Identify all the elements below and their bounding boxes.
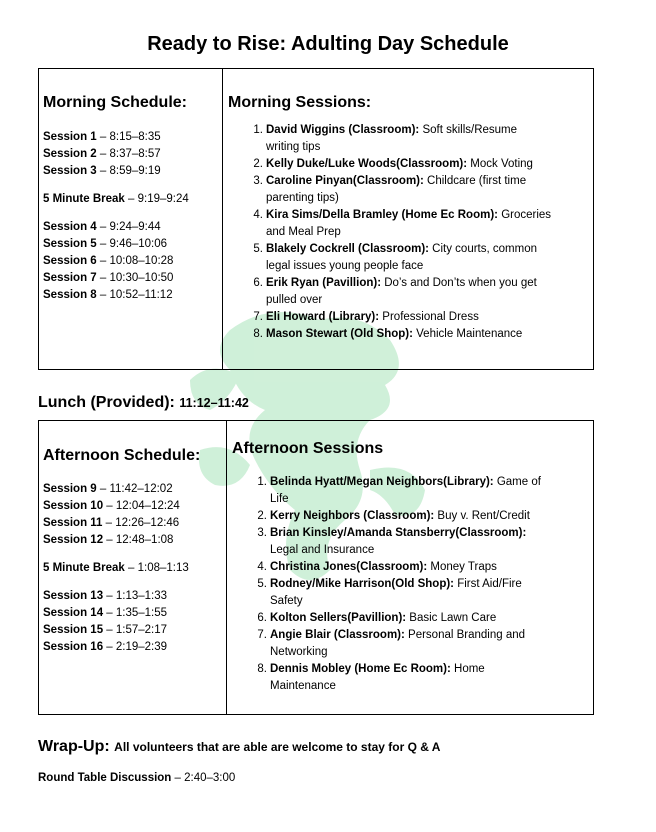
lunch-label: Lunch (Provided): — [38, 394, 175, 411]
schedule-item: Session 16 – 2:19–2:39 — [43, 641, 168, 653]
afternoon-schedule-list — [43, 481, 189, 656]
afternoon-sessions-list — [257, 474, 584, 695]
session-item: 1. Belinda Hyatt/Megan Neighbors(Library): Game of Life — [257, 476, 541, 505]
lunch-time: 11:12–11:42 — [179, 396, 249, 410]
morning-sessions-heading: Morning Sessions: — [228, 94, 372, 111]
session-item: 2. Kelly Duke/Luke Woods(Classroom): Mock Voting — [253, 158, 533, 170]
session-item: 3. Caroline Pinyan(Classroom): Childcare (first time parenting tips) — [253, 175, 527, 204]
schedule-item: Session 4 – 9:24–9:44 — [43, 221, 161, 233]
schedule-item: Session 5 – 9:46–10:06 — [43, 238, 168, 250]
schedule-item: Session 13 – 1:13–1:33 — [43, 590, 168, 602]
morning-schedule-heading: Morning Schedule: — [43, 94, 187, 111]
session-item: 3. Brian Kinsley/Amanda Stansberry(Classroom): Legal and Insurance — [257, 527, 527, 556]
session-item: 8. Mason Stewart (Old Shop): Vehicle Maintenance — [253, 328, 523, 340]
session-item: 5. Blakely Cockrell (Classroom): City courts, common legal issues young people face — [253, 243, 537, 272]
schedule-item: Session 11 – 12:26–12:46 — [43, 517, 180, 529]
session-item: 1. David Wiggins (Classroom): Soft skills/Resume writing tips — [253, 124, 518, 153]
morning-schedule-list — [43, 129, 189, 304]
wrapup-line — [38, 738, 440, 756]
session-item: 8. Dennis Mobley (Home Ec Room): Home Maintenance — [257, 663, 485, 692]
schedule-item: Session 12 – 12:48–1:08 — [43, 534, 174, 546]
session-item: 4. Christina Jones(Classroom): Money Traps — [257, 561, 497, 573]
schedule-item: Session 1 – 8:15–8:35 — [43, 131, 161, 143]
round-table-time: – 2:40–3:00 — [171, 772, 236, 784]
break-item: 5 Minute Break – 1:08–1:13 — [43, 562, 189, 574]
morning-sessions-list — [253, 122, 584, 343]
session-item: 7. Eli Howard (Library): Professional Dress — [253, 311, 479, 323]
schedule-item: Session 3 – 8:59–9:19 — [43, 165, 161, 177]
schedule-item: Session 15 – 1:57–2:17 — [43, 624, 168, 636]
page-title: Ready to Rise: Adulting Day Schedule — [147, 33, 509, 55]
schedule-item: Session 7 – 10:30–10:50 — [43, 272, 174, 284]
round-table-label: Round Table Discussion — [38, 772, 172, 784]
wrapup-desc: All volunteers that are able are welcome to stay for Q & A — [114, 740, 441, 754]
morning-divider — [222, 69, 223, 369]
round-table-line — [38, 772, 235, 784]
session-item: 4. Kira Sims/Della Bramley (Home Ec Room): Groceries and Meal Prep — [253, 209, 552, 238]
afternoon-divider — [226, 421, 227, 714]
break-item: 5 Minute Break – 9:19–9:24 — [43, 193, 189, 205]
schedule-item: Session 8 – 10:52–11:12 — [43, 289, 173, 301]
session-item: 2. Kerry Neighbors (Classroom): Buy v. Rent/Credit — [257, 510, 530, 522]
session-item: 7. Angie Blair (Classroom): Personal Branding and Networking — [257, 629, 526, 658]
schedule-item: Session 14 – 1:35–1:55 — [43, 607, 168, 619]
session-item: 5. Rodney/Mike Harrison(Old Shop): First Aid/Fire Safety — [257, 578, 522, 607]
afternoon-sessions-heading: Afternoon Sessions — [232, 440, 384, 457]
schedule-item: Session 2 – 8:37–8:57 — [43, 148, 161, 160]
schedule-item: Session 10 – 12:04–12:24 — [43, 500, 180, 512]
session-item: 6. Erik Ryan (Pavillion): Do’s and Don’ts when you get pulled over — [253, 277, 537, 306]
wrapup-label: Wrap-Up: — [38, 738, 110, 755]
session-item: 6. Kolton Sellers(Pavillion): Basic Lawn Care — [257, 612, 497, 624]
schedule-item: Session 9 – 11:42–12:02 — [43, 483, 173, 495]
schedule-item: Session 6 – 10:08–10:28 — [43, 255, 174, 267]
afternoon-schedule-heading: Afternoon Schedule: — [43, 447, 201, 464]
lunch-line — [38, 394, 249, 412]
